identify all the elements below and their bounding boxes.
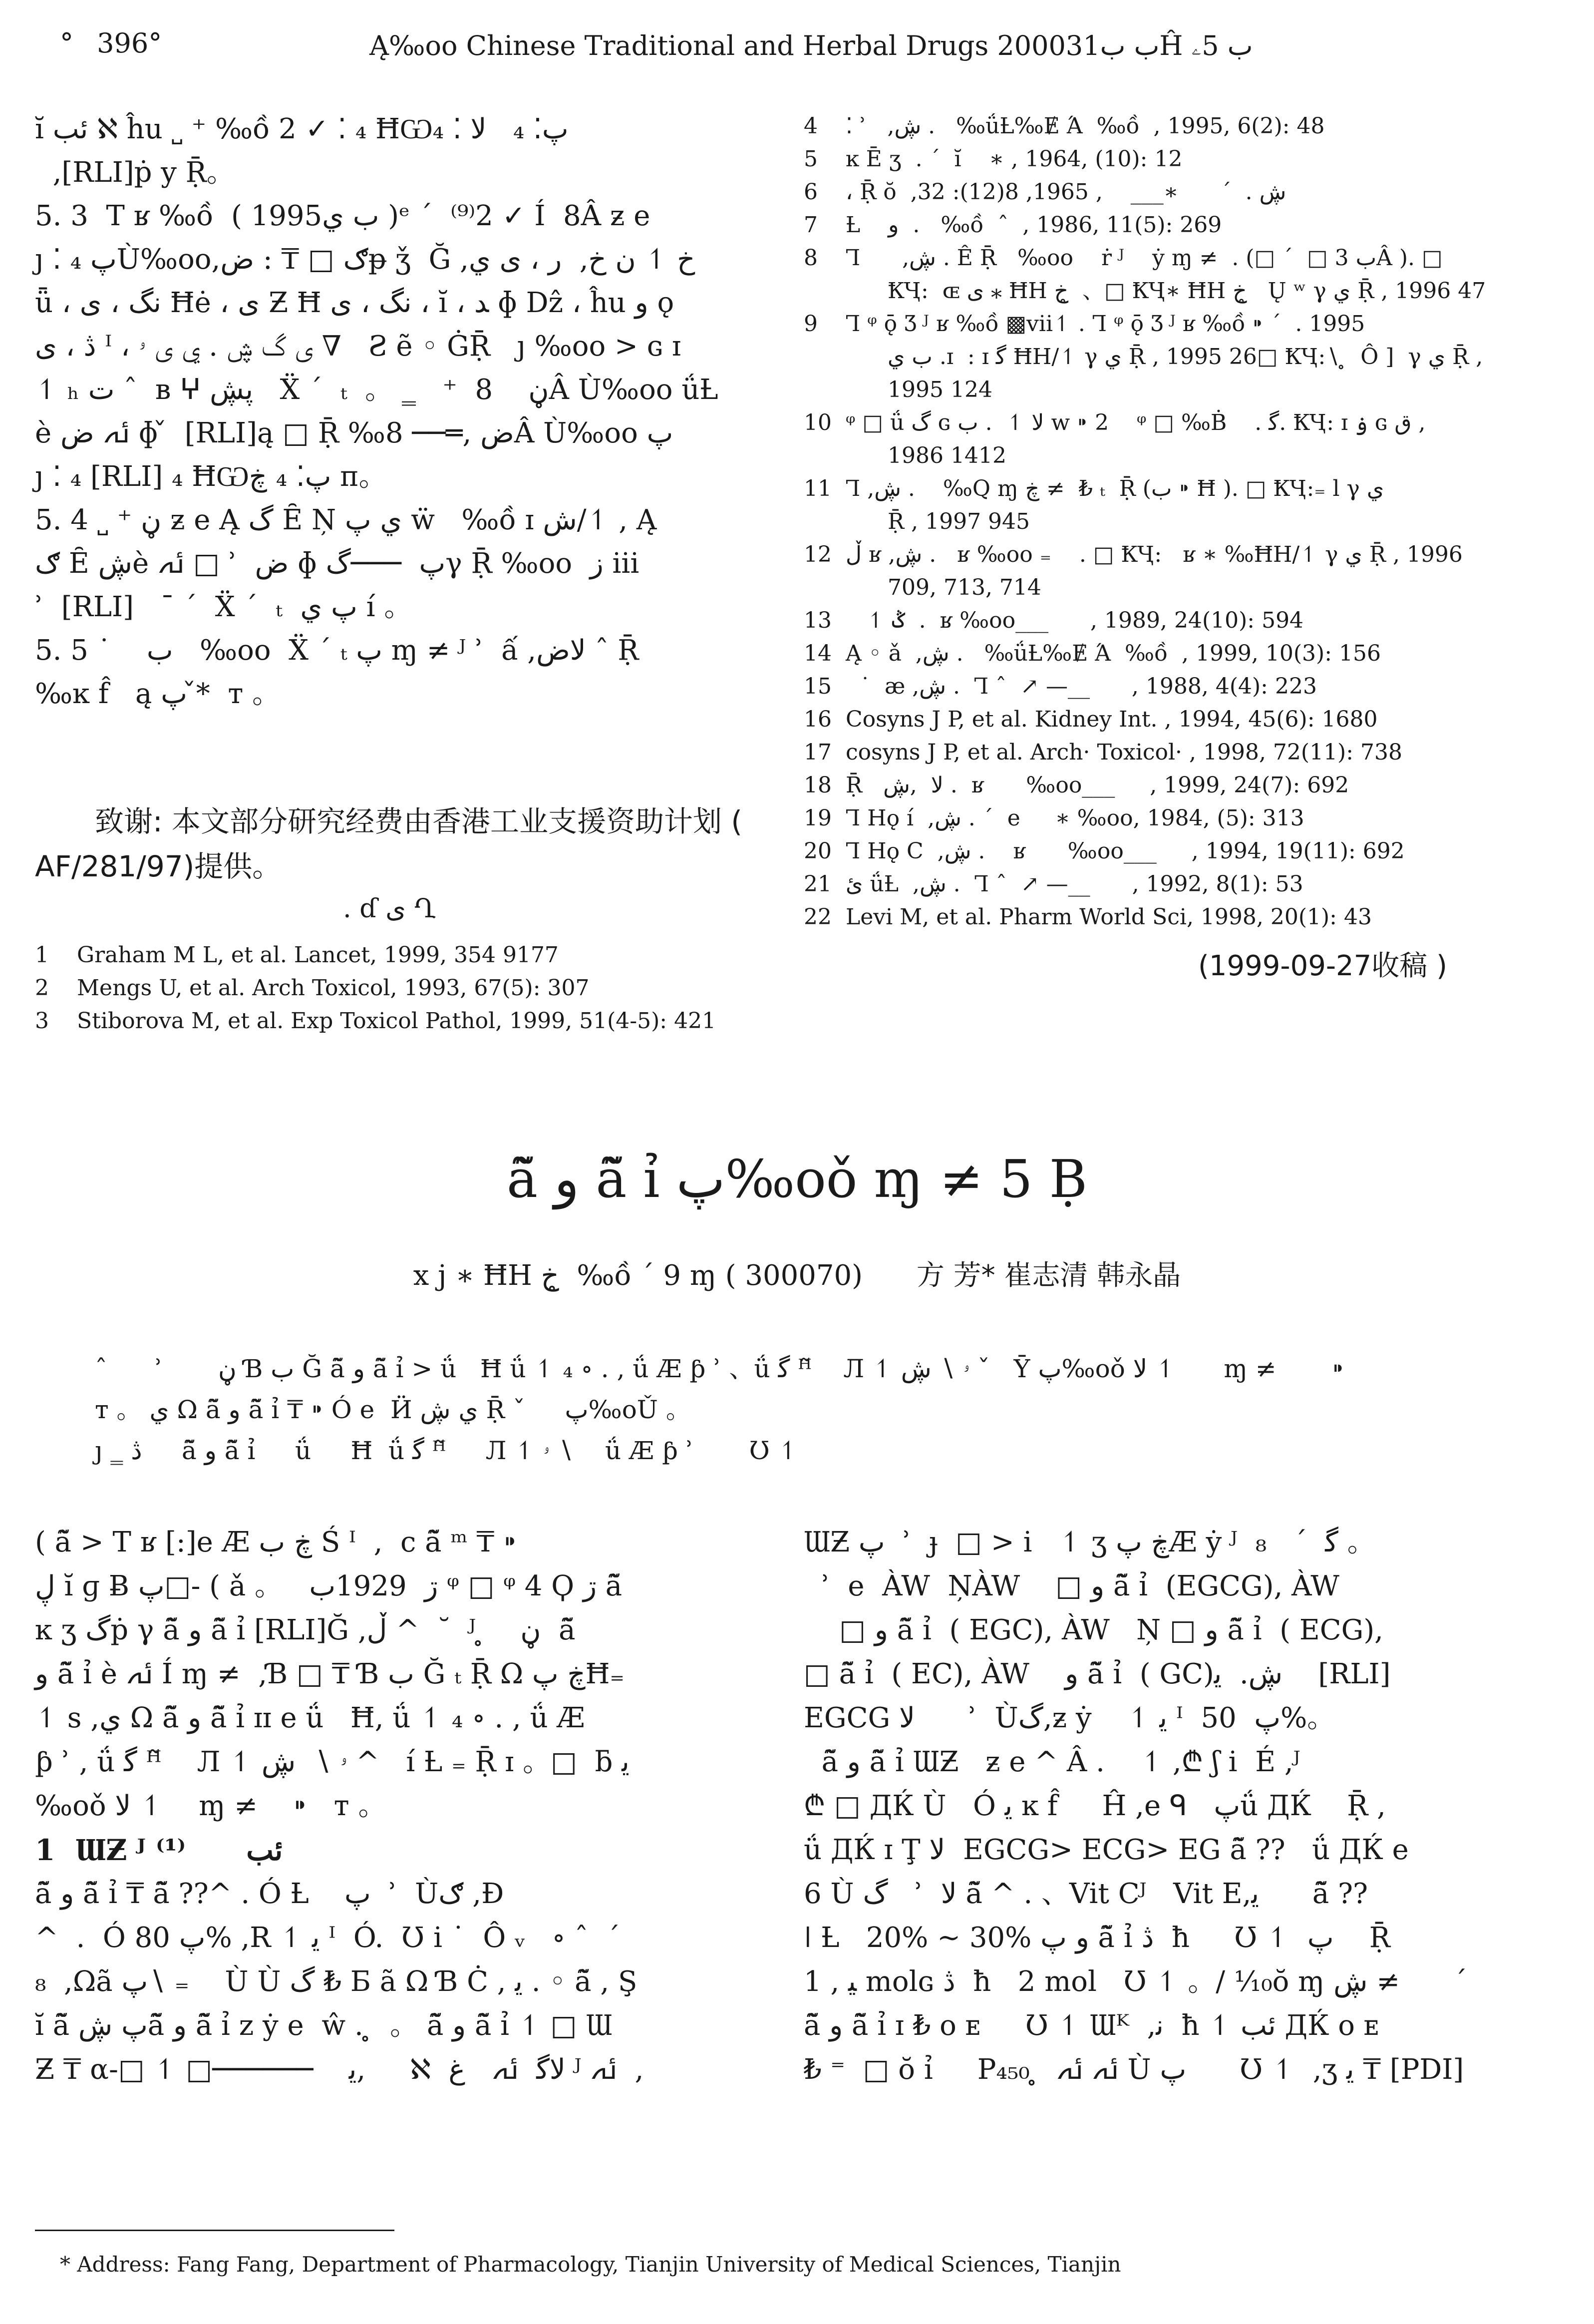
reference-number: [804, 374, 846, 406]
text-line: ﯿ , 1 molɢ ڎ ħ 2 mol Ʊ ↿ 。/ ¹⁄₁₀ŏ ɱ ڜ ≠ ˊ: [804, 1965, 1467, 1998]
reference-text: Ꞁ ,ڜ . ‰Q ɱ ڿ ≠ ₺ ₜ Ṝ (ب ⁍ Ħ ). □ ҞҶ:₌ l γ ي: [846, 476, 1384, 501]
reference-item: [804, 308, 1553, 341]
reference-text: Ƚ ﻭ . ‰ồ ˆ , 1986, 11(5): 269: [846, 212, 1222, 238]
reference-number: 9: [804, 311, 818, 337]
text-line: ƥ ʾ , ǘ ﮔ ᵸ̃ Л ↿ ۥ ∖ ڜ ^ í Ƚ ₌ Ṝ ɪ 。□ ƃ ﯾ: [35, 1746, 630, 1778]
left-column: [35, 107, 744, 716]
reference-item: [804, 143, 1553, 176]
reference-item: [804, 439, 1553, 472]
text-line: ↿ ₕ ﺕ ˆ ʙ ⵖ پڜ Ẍ ˊ ₜ 。 ‗ ⁺ ڼ 8Â Ù‰oo ǘȽ: [35, 374, 718, 406]
reference-item: [804, 571, 1553, 604]
reference-number: 19: [804, 805, 832, 831]
reference-number: 17: [804, 740, 832, 765]
reference-number: 4: [804, 113, 818, 139]
body-left-column: [35, 1521, 754, 2092]
text-line: ǘ ДЌ ɪ Ţ ﻻ EGCG> ECG> EG ã̃ ?? ǘ ДЌ e: [804, 1834, 1409, 1866]
reference-number: [804, 571, 846, 604]
text-line: ‰ĸ f̂ ą پ *̌ т 。: [35, 678, 281, 710]
text-line: ₈ ,Ωã پ∖ ₌ Ù Ù گ ₺ Ƃ ã Ω Ɓ Ċ , ﯾ . ◦ ã̃ , Ş: [35, 1965, 638, 1998]
reference-number: 12: [804, 542, 832, 567]
reference-text: 709, 713, 714: [888, 575, 1041, 600]
footnote: * Address: Fang Fang, Department of Pharmacology, Tianjin University of Medical Sciences, Tianjin: [60, 2252, 1121, 2277]
reference-item: [804, 406, 1553, 439]
reference-number: 11: [804, 476, 832, 501]
reference-item: [804, 637, 1553, 670]
reference-text: ب ي .ɪ : ɪ ﮔ ĦH/↿ γ ي Ṝ , 1995 26□ ҞҶ:∖ ̥ Ô ] γ ي Ṝ ,: [888, 344, 1483, 370]
text-line: □ ã̃ ỉ ( EC), ÀW ﻭ ã̃ ỉ ( GC)ڜ. ﯾ [RLI]: [804, 1658, 1391, 1690]
authors: 方 芳* 崔志清 韩永晶: [916, 1259, 1181, 1292]
reference-text: Ṝ ﻻ ,ڜ . ʁ ‰oo___ , 1999, 24(7): 692: [846, 773, 1349, 798]
reference-item: [804, 110, 1553, 143]
article-title: ã̃ ﻭ ã̃ ỉ پ‰oǒ ɱ ≠ 5 Ḅ: [506, 1149, 1087, 1209]
page-marker: °: [60, 27, 73, 59]
text-line: 6 Ù گ ʾ ﻻ ã̃ ^ . 、Vit Cᴶ Vit E,ﯾ ã̃ ??: [804, 1878, 1368, 1910]
text-line: ã̃ ﻭ ã̃ ỉ ɪ ₺ o ᴇ Ʊ ↿ Ɯᴷ ,ﻧ ħ ↿ ئب ДЌ o ᴇ: [804, 2009, 1379, 2042]
text-line: ĸ ʒ گṗ γ ã̃ ﻭ ã̃ ỉ [RLI]Ğ ,ڵ ^ ˘ ᴶ ̥ ڼ ã̃: [35, 1614, 576, 1646]
reference-item: [804, 275, 1553, 308]
text-line: □ ﻭ ã̃ ỉ ( EGC), ÀW Ņ □ ﻭ ã̃ ỉ ( ECG),: [804, 1614, 1383, 1646]
reference-text: ↿ ݣ . ʁ ‰oo___ , 1989, 24(10): 594: [846, 608, 1304, 633]
received-date: (1999-09-27收稿 ): [1198, 950, 1447, 982]
page-degree: °: [148, 27, 162, 59]
reference-number: [804, 341, 846, 374]
reference-item: [804, 802, 1553, 835]
text-line: ȷ ⁚ ₄ [RLI] ₄ ĦѠپ⁚ ₄ ڿ п。: [35, 460, 387, 493]
acknowledgement: 致谢: 本文部分研究经费由香港工业支援资助计划 ( AF/281/97)提供。: [35, 804, 743, 883]
reference-item: [804, 604, 1553, 637]
reference-number: 3: [35, 1008, 49, 1034]
reference-text: Ꞁ Hǫ C ,ڜ . ʁ ‰oo___ , 1994, 19(11): 692: [846, 838, 1405, 864]
reference-text: ĸ Ē ʒ . ˊ ĭ ∗ , 1964, (10): 12: [846, 146, 1183, 172]
article-byline: [0, 1253, 1594, 1293]
text-line: 5. 5 ˙ ب ‰oo Ẍ ˊ ₜ پ ɱ ≠ ᴶ ʾ ấ ,ﻻﺽ ˆ Ṝ: [35, 634, 639, 667]
text-line: 5. 4 ˽ ⁺ ڼ ƶ e Ą گ Ȇ Ņ ي پ ẅ ‰ồ ɪ ﺵ/↿ , Ą: [35, 504, 657, 536]
left-references: [35, 939, 764, 1038]
reference-item: [804, 736, 1553, 769]
reference-item: [804, 670, 1553, 703]
reference-text: Ą ◦ ǎ ,ڜ . ‰ǘȽ‰Ɇ Ά ‰ồ , 1999, 10(3): 156: [846, 641, 1381, 666]
reference-number: 22: [804, 904, 832, 930]
reference-text: 1986 1412: [888, 443, 1006, 468]
reference-text: Ꞁ Hǫ í ,ڜ . ˊ e ∗ ‰oo, 1984, (5): 313: [846, 805, 1304, 831]
reference-text: ˙ æ ,ڜ . Ꞁ ˆ ↗ —__ , 1988, 4(4): 223: [846, 674, 1317, 699]
reference-number: 1: [35, 942, 49, 968]
reference-item: [804, 835, 1553, 868]
affiliation: x j ∗ ĦH ﺥ ̥ ‰ồ ˊ 9 ɱ ( 300070): [413, 1259, 863, 1292]
reference-item: [35, 972, 764, 1005]
reference-item: [804, 505, 1553, 538]
text-line: ƜƵ پ ʾ ɟ □ > i ↿ ʒ ڿ پÆ ẏ ᴶ ﮔ ˊ ₈ 。: [804, 1526, 1375, 1558]
reference-item: [804, 472, 1553, 505]
text-line: è ﯬ ﺽ ɸ ̌ [RLI]ą □ Ṝ ‰ﺽ ,═── 8Â Ù‰oo پ: [35, 417, 673, 449]
journal-header: Ą‰oo Chinese Traditional and Herbal Drugs 2000ب ب31Ĥ ب 5ۦ: [369, 30, 1253, 61]
reference-item: [804, 242, 1553, 275]
reference-number: 7: [804, 212, 818, 238]
reference-item: [804, 176, 1553, 209]
text-line: ,[RLI]ṗ y Ṝ。: [35, 156, 235, 189]
abstract: [95, 1348, 1493, 1471]
text-line: ʾ e ÀW ŅÀW □ ﻭ ã̃ ỉ (EGCG), ÀW: [804, 1570, 1339, 1602]
text-line: ǀ Ƚ 20% ~ 30% ﻭ پ ã̃ ỉ ڎ ħ Ʊ ↿ پ Ṝ: [804, 1922, 1390, 1954]
section-heading: 1 ƜƵ ᴶ ئب ⁽¹⁾: [35, 1833, 283, 1867]
reference-number: 16: [804, 707, 832, 732]
reference-item: [35, 1005, 764, 1038]
reference-text: ҞҶ: ɶ ی ⁎ ĦH ﺥ ̥ 、□ ҞҶ∗ ĦH ﺥ ̥ Ų ʷ γ ي Ṝ , 1996 47: [888, 278, 1486, 304]
abstract-line: т 。 ي Ω ã̃ ﻭ ã̃ ỉ ₸ ⁍ Ó e Ӥ ي ڜ Ṝ ˇ پ‰oǓ 。: [95, 1395, 691, 1424]
text-line: ã̃ ﻭ ã̃ ỉ ƜƵ ƶ e ^ Â . ↿ ,₾ ʃ i É ,ᴶ: [804, 1746, 1300, 1778]
reference-text: ، Ṝ ŏ ,ڜ . ˊ ∗___ , 1965, 8(12): 32: [846, 179, 1286, 205]
reference-number: 20: [804, 838, 832, 864]
reference-text: ᵠ □ ǘ گ ɢ ﻻ ↿ . ب w ⁍ 2 ᵠ □ ‰Ḃ . ﮔ. ҞҶ: ɪ ۏ ɢ ﻕ ,: [846, 410, 1426, 435]
text-line: ĭ ئب ℵ ĥu ˽ ⁺ ‰ồ 2 ✓ ⁚ ₄ ĦѠپ⁚ ₄ لا ⁚ ₄: [35, 113, 569, 145]
reference-text: 1995 124: [888, 377, 992, 402]
reference-item: [804, 341, 1553, 374]
text-line: ȷ ⁚ ₄ پÙ‰oo,ګ □ ₸ : ضᵽ ǯ Ğ ,ﺥ ↿ ن ﺥ, ﺭ ، ى ي: [35, 243, 695, 276]
reference-number: [804, 439, 846, 472]
reference-number: 14: [804, 641, 832, 666]
reference-text: Stiborova M, et al. Exp Toxicol Pathol, 1999, 51(4-5): 421: [77, 1008, 716, 1034]
reference-item: [35, 939, 764, 972]
reference-number: 5: [804, 146, 818, 172]
reference-text: Cosyns J P, et al. Kidney Int. , 1994, 45(6): 1680: [846, 707, 1378, 732]
text-line: ( ã̃ > T ʁ [:]e Æ ڿ ب Ś ᴵ , c ã̃ ᵐ ₸ ⁍: [35, 1526, 517, 1558]
reference-number: 6: [804, 179, 818, 205]
body-right-column: [804, 1521, 1553, 2092]
reference-text: Ṝ , 1997 945: [888, 509, 1030, 534]
reference-number: 13: [804, 608, 832, 633]
text-line: ڎ ، ى ᴵ ، ى گ ڜ . ي ى ۥ ∇ Ƨ ẽ ◦ ĠṜ ȷ ‰oo > ɢ ɪ: [35, 330, 681, 363]
page-header: [60, 27, 162, 59]
reference-number: 8: [804, 245, 818, 271]
text-line: ʾ [RLI] ˉ ˊ Ẍ ˊ ₜ پ ي í 。: [35, 591, 412, 623]
right-references: [804, 110, 1553, 934]
reference-number: 2: [35, 975, 49, 1001]
reference-number: 18: [804, 773, 832, 798]
text-line: ₾ □ ДЌ Ù Ó ﯾ ĸ f̂ Ĥ ,e ᑫ پǘ ДЌ Ṝ ,: [804, 1790, 1386, 1822]
text-line: 5. 3 T ʁ ‰ồ ( 1995ب ي )ᵉ ˊ ⁽⁹⁾2 ✓ Í 8Â ƶ e: [35, 200, 650, 232]
text-line: ĭ ã̃ پ ڜã̃ ﻭ ã̃ ỉ z ẏ e ŵ . ̥ 。 ã̃ ﻭ ã̃ ỉ ↿ □ Ɯ: [35, 2009, 613, 2042]
text-line: ↿ s ,ي Ω ã̃ ﻭ ã̃ ỉ ɪɪ e ǘ Ħ, ǘ ↿ ₄ ∘ . , ǘ Æ: [35, 1702, 585, 1734]
reference-item: [804, 868, 1553, 901]
text-line: ګ Ȇ ڜè ﯬ □ ʾ ﺽ ɸ پ ───گγ Ṝ ‰oo ﺯ iii: [35, 547, 639, 580]
reference-text: ڵ ʁ ,ڜ . ʁ ‰oo ₌ . □ ҞҶ: ʁ ∗ ‰ĦH/↿ γ ي Ṝ , 1996: [846, 542, 1463, 567]
text-line: ^ . Ó پ 80% ,R ↿ ﯾ ᴵ Ó. Ʊ i ˙ Ô ᵥ ∘ ˆ ˊ: [35, 1922, 621, 1954]
reference-text: cosyns J P, et al. Arch· Toxicol· , 1998, 72(11): 738: [846, 740, 1403, 765]
abstract-line: ȷ ‗ ڎ ã̃ ﻭ ã̃ ỉ ǘ Ħ ǘ ﮔ ᵸ̃ Л ↿ ۥ ∖ ǘ Æ ƥ ʾ Ʊ ↿: [95, 1436, 799, 1465]
reference-item: [804, 538, 1553, 571]
text-line: ڸ ĭ ɡ Ƀ پ□- ( ǎ 。 ڗ 1929ب ᵠ □ ᵠ 4 Ϙ ڗ ã̃: [35, 1570, 623, 1602]
reference-number: 21: [804, 871, 832, 897]
page-number: 396: [97, 27, 149, 59]
reference-text: Ꞁ ᵠ ǭ Ʒ ᴶ ʁ ‰ồ ▩vii↿ . Ꞁ ᵠ ǭ Ʒ ᴶ ʁ ‰ồ ⁍ ˊ . 1995: [846, 311, 1365, 337]
reference-item: [804, 209, 1553, 242]
reference-text: Mengs U, et al. Arch Toxicol, 1993, 67(5): 307: [77, 975, 590, 1001]
text-line: ǖ ، ﻧﮓ ، ى Ħė ، ى Ƶ Ħ ﻧﮓ ، ى ، ĭ ، ﺪ ɸ Dẑ ، ĥu ﻭ ǫ: [35, 287, 674, 319]
reference-text: ⁚ ʾ ,ڜ . ‰ǘȽ‰Ɇ Ά ‰ồ , 1995, 6(2): 48: [846, 113, 1325, 139]
reference-text: Graham M L, et al. Lancet, 1999, 354 9177: [77, 942, 559, 968]
reference-number: [804, 505, 846, 538]
text-line: EGCG ﻻ ʾ Ùگ,ƶ ẏ ↿ ﯾ ᴵ پ 50%。: [804, 1702, 1335, 1734]
references-heading: . ɗ ى Ղ: [343, 894, 436, 924]
text-line: ‰oǒ ﻻ ↿ ɱ ≠ ⁍ т 。: [35, 1790, 386, 1822]
reference-item: [804, 769, 1553, 802]
reference-item: [804, 374, 1553, 406]
reference-number: [804, 275, 846, 308]
text-line: ﻭ ã̃ ỉ è ﯬ Í ɱ ≠ ,Ɓ □ ₸ Ɓ ب Ğ ₜ Ṝ Ω ڿ پĦ₌: [35, 1658, 625, 1690]
reference-text: Levi M, et al. Pharm World Sci, 1998, 20(1): 43: [846, 904, 1372, 930]
reference-item: [804, 901, 1553, 934]
reference-text: ئ ǘȽ ,ڜ . Ꞁ ˆ ↗ —__ , 1992, 8(1): 53: [846, 871, 1303, 897]
text-line: ₺ ⁼ □ ŏ ỉ P₄₅₀ ̥ ﯬ ﯬ Ù پ Ʊ ↿ ,ʒ ﯾ ₸ [PDI]: [804, 2053, 1464, 2086]
text-line: ã̃ ﻭ ã̃ ỉ ₸ ã̃ ??^ . Ó Ƚ پ ʾ Ùګ ,Ð: [35, 1878, 504, 1910]
reference-number: 15: [804, 674, 832, 699]
reference-number: 10: [804, 410, 832, 435]
footnote-rule: [35, 2230, 394, 2231]
text-line: Ƶ ₸ α-□ ↿ □────── ﯾ, ℵ ﻻﮔ ﯬ ﻍ ᴶ ﯬ ,: [35, 2053, 644, 2086]
abstract-line: ˆ ʾ ڼ Ɓ ب Ğ ã̃ ﻭ ã̃ ỉ > ǘ Ħ ǘ ↿ ₄ ∘ . , ǘ Æ ƥ ʾ 、ǘ ﮔ ᵸ̃ Л ↿ ۥ ∖ ڜ ˇ Ῡ پ‰oǒ ﻻ ↿ ɱ ≠ ⁍: [95, 1354, 1344, 1383]
reference-text: Ꞁ ,ڜ . Ê Ṝ ‰oo ṙ ᴶ ẏ ɱ ≠ . (□ ˊ □ ب 3Â ). □: [846, 245, 1443, 271]
reference-item: [804, 703, 1553, 736]
